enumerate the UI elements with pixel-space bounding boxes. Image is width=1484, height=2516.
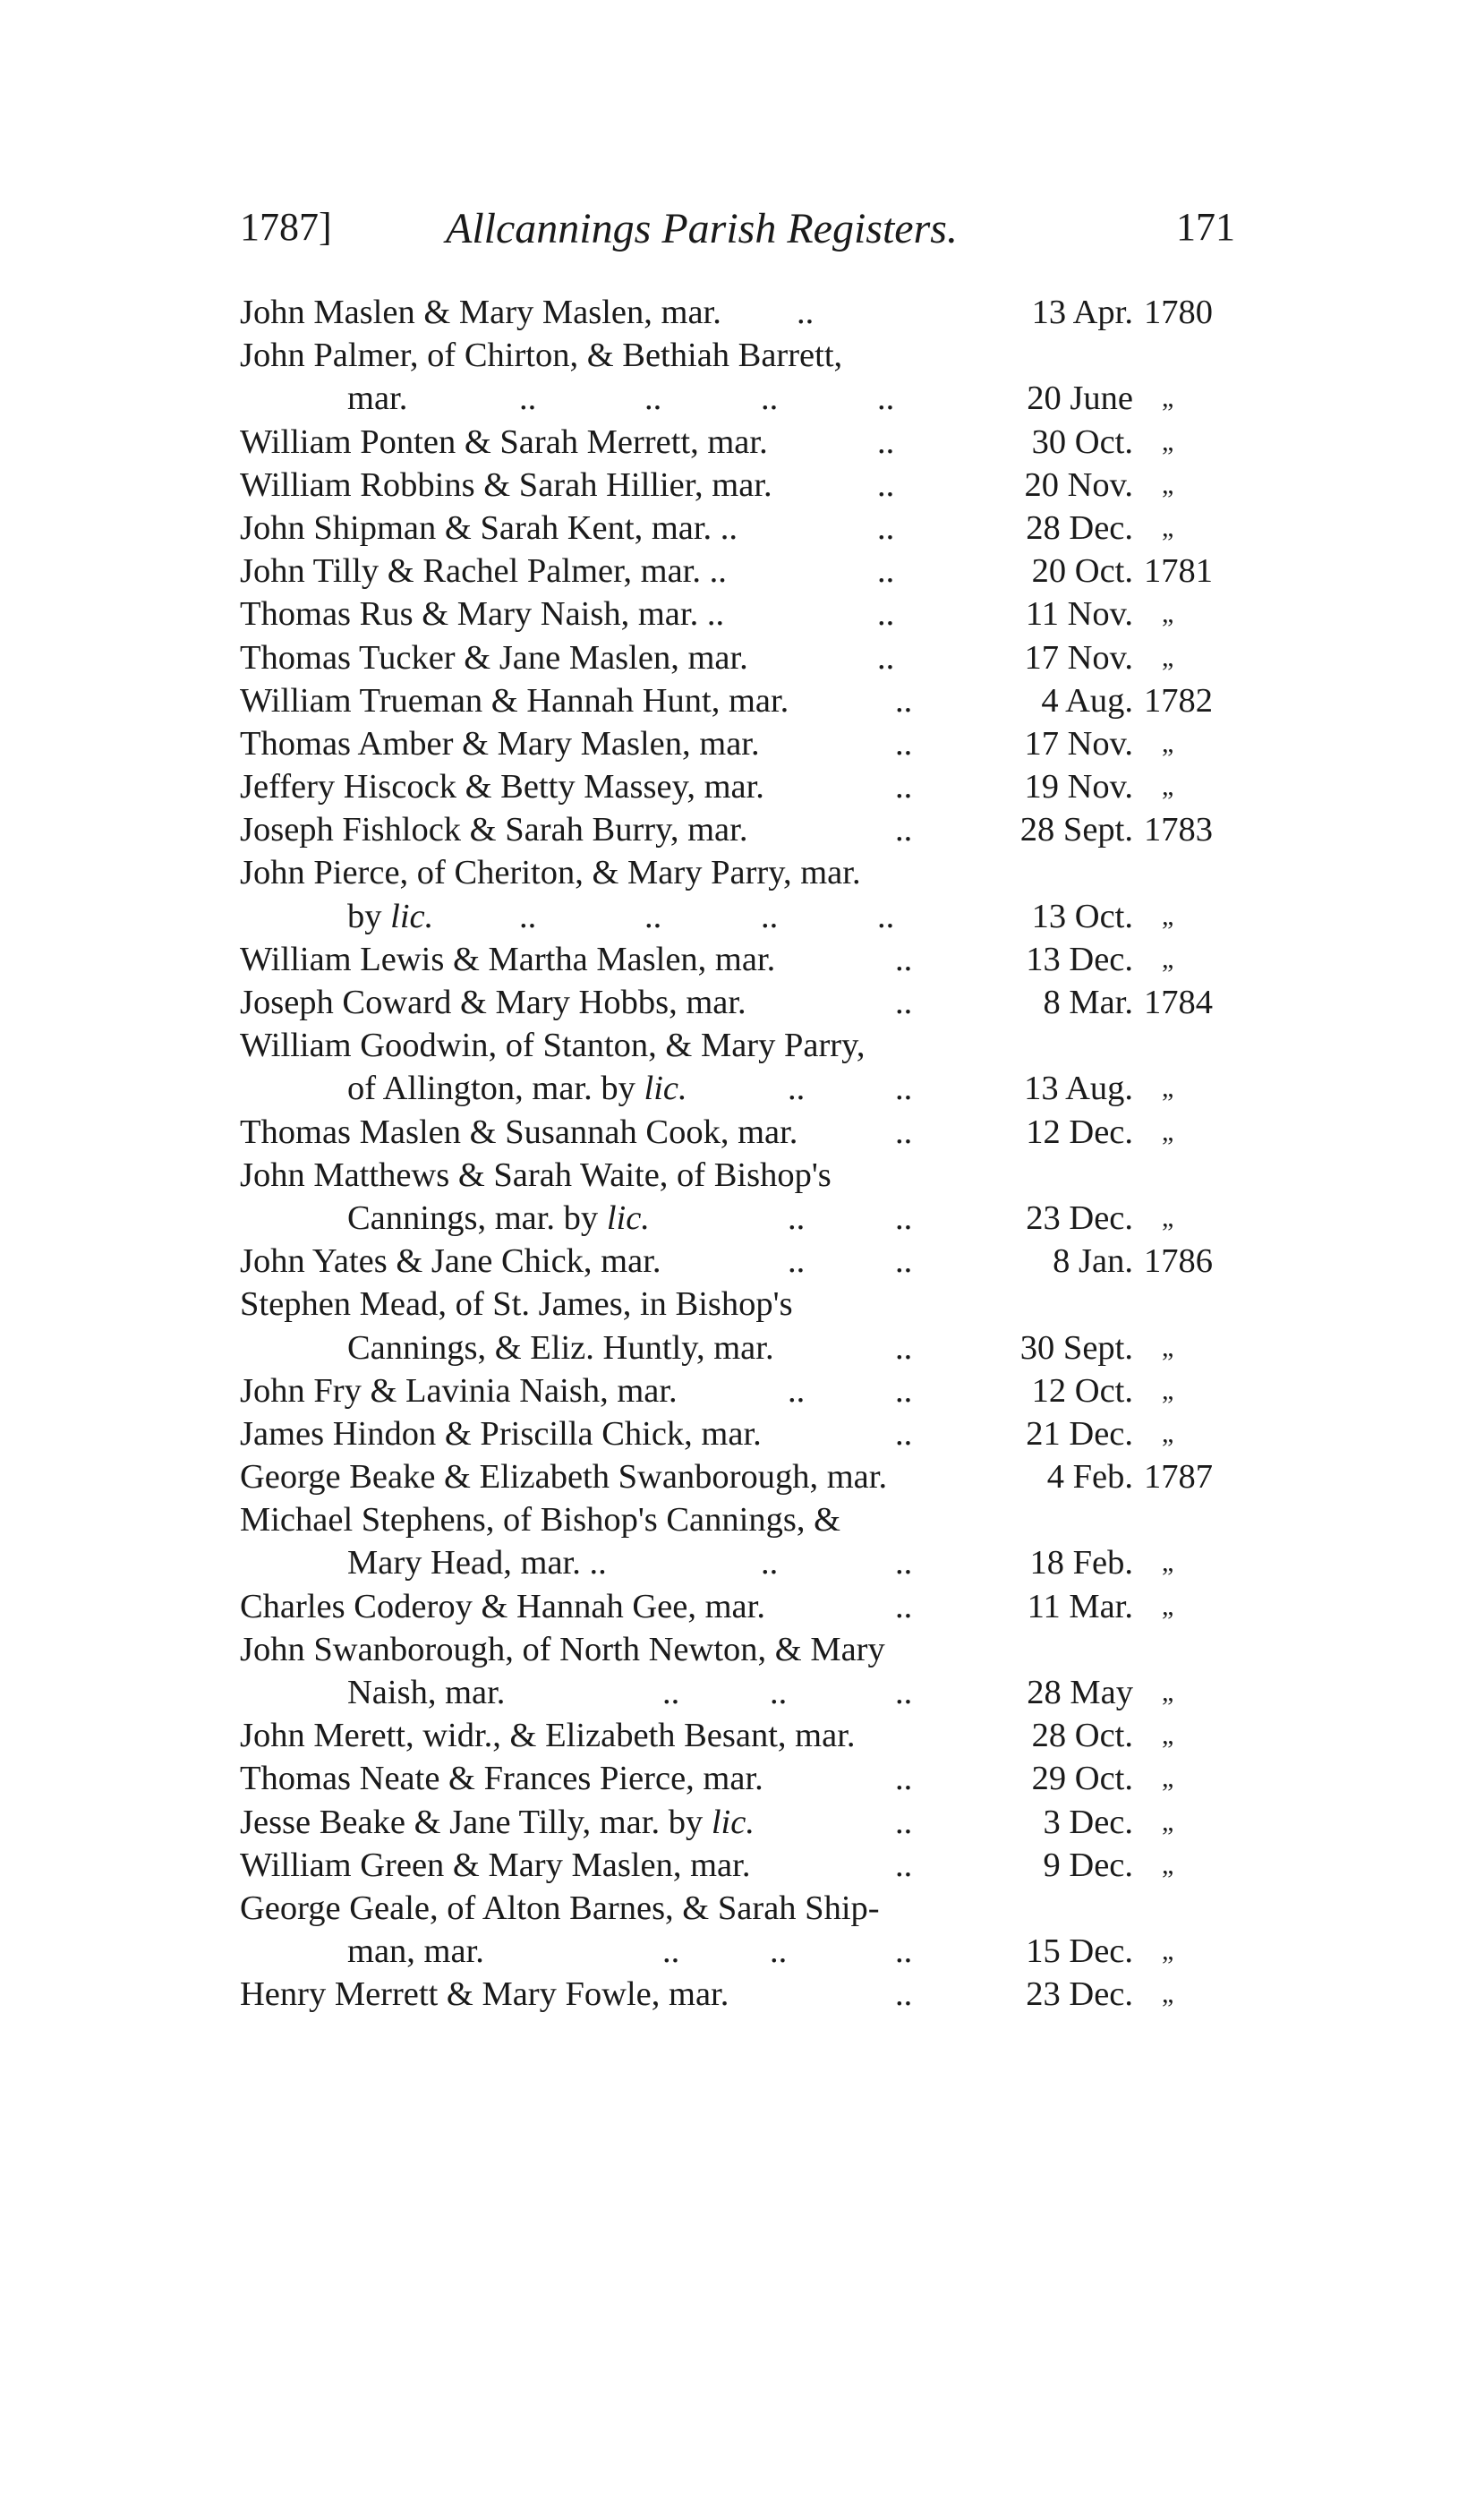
entry-date: 17 Nov. bbox=[1024, 724, 1133, 763]
register-line bbox=[240, 421, 1242, 464]
leader-dot: .. bbox=[895, 1932, 913, 1971]
leader-dot: .. bbox=[895, 1328, 913, 1367]
entry-text: George Beake & Elizabeth Swanborough, mar. bbox=[240, 1458, 888, 1497]
ditto-mark: „ bbox=[1162, 900, 1174, 931]
entry-text: Michael Stephens, of Bishop's Cannings, & bbox=[240, 1501, 841, 1539]
leader-dot: .. bbox=[761, 380, 779, 418]
register-line bbox=[240, 1283, 1242, 1326]
entry-date: 30 Oct. bbox=[1031, 422, 1133, 461]
leader-dots bbox=[240, 765, 992, 808]
entry-text: Thomas Amber & Mary Maslen, mar. bbox=[240, 724, 760, 763]
leader-dots bbox=[240, 679, 992, 722]
leader-dot: .. bbox=[644, 380, 662, 418]
leader-dot: .. bbox=[788, 1070, 806, 1108]
entry-text: mar. bbox=[347, 380, 408, 418]
leader-dot: .. bbox=[895, 681, 913, 720]
ditto-mark: „ bbox=[1162, 383, 1174, 414]
leader-dot: .. bbox=[895, 1070, 913, 1108]
entry-date: 13 Oct. bbox=[1031, 897, 1133, 935]
register-line bbox=[240, 765, 1242, 808]
entry-text: of Allington, mar. by lic. bbox=[347, 1070, 687, 1108]
entry-text: Joseph Coward & Mary Hobbs, mar. bbox=[240, 984, 746, 1021]
leader-dots bbox=[240, 593, 992, 635]
entry-date: 18 Feb. bbox=[1029, 1544, 1133, 1582]
entry-text: John Shipman & Sarah Kent, mar. .. bbox=[240, 508, 738, 547]
ditto-mark: „ bbox=[1162, 728, 1174, 758]
entry-text: Joseph Fishlock & Sarah Burry, mar. bbox=[240, 811, 748, 849]
register-line bbox=[240, 1887, 1242, 1930]
register-line bbox=[240, 1844, 1242, 1887]
register-line bbox=[240, 1154, 1242, 1197]
entry-date: 28 May bbox=[1027, 1674, 1133, 1711]
entry-text: John Yates & Jane Chick, mar. bbox=[240, 1242, 661, 1281]
leader-dot: .. bbox=[519, 380, 537, 418]
entry-year: 1787 bbox=[1144, 1458, 1213, 1497]
entry-text: Thomas Neate & Frances Pierce, mar. bbox=[240, 1760, 763, 1798]
entry-text: John Maslen & Mary Maslen, mar. bbox=[240, 294, 721, 331]
register-line bbox=[240, 895, 1242, 938]
ditto-mark: „ bbox=[1162, 1677, 1174, 1707]
entry-text: William Green & Mary Maslen, mar. bbox=[240, 1846, 751, 1884]
entry-date: 28 Sept. bbox=[1019, 811, 1133, 849]
entry-date: 3 Dec. bbox=[1043, 1803, 1133, 1841]
leader-dot: .. bbox=[770, 1932, 788, 1971]
entry-text: Henry Merrett & Mary Fowle, mar. bbox=[240, 1975, 729, 2014]
register-line bbox=[240, 722, 1242, 765]
entry-year: 1782 bbox=[1144, 681, 1213, 720]
entry-date: 4 Feb. bbox=[1046, 1458, 1133, 1497]
register-line bbox=[240, 334, 1242, 377]
leader-dots bbox=[240, 722, 992, 765]
leader-dots bbox=[240, 421, 992, 464]
leader-dots bbox=[240, 1067, 992, 1110]
register-line bbox=[240, 808, 1242, 851]
header-year: 1787] bbox=[240, 205, 332, 249]
register-line bbox=[240, 1930, 1242, 1973]
entry-date: 23 Dec. bbox=[1026, 1198, 1133, 1237]
ditto-mark: „ bbox=[1162, 1806, 1174, 1837]
header-title: Allcannings Parish Registers. bbox=[446, 205, 958, 252]
leader-dot: .. bbox=[895, 1846, 913, 1884]
ditto-mark: „ bbox=[1162, 1375, 1174, 1405]
entry-year: 1783 bbox=[1144, 811, 1213, 849]
entry-text: John Palmer, of Chirton, & Bethiah Barrett, bbox=[240, 337, 843, 375]
leader-dot: .. bbox=[895, 1587, 913, 1625]
leader-dots bbox=[240, 1111, 992, 1154]
ditto-mark: „ bbox=[1162, 1763, 1174, 1794]
entry-text: Naish, mar. bbox=[347, 1674, 506, 1711]
entry-text: John Merett, widr., & Elizabeth Besant, mar. bbox=[240, 1717, 856, 1755]
leader-dots bbox=[240, 1541, 992, 1584]
ditto-mark: „ bbox=[1162, 599, 1174, 629]
leader-dot: .. bbox=[895, 811, 913, 849]
register-line bbox=[240, 550, 1242, 593]
register-line bbox=[240, 1369, 1242, 1412]
leader-dot: .. bbox=[877, 552, 895, 591]
ditto-mark: „ bbox=[1162, 943, 1174, 974]
ditto-mark: „ bbox=[1162, 1202, 1174, 1232]
register-line bbox=[240, 1628, 1242, 1671]
entry-text: George Geale, of Alton Barnes, & Sarah Ship- bbox=[240, 1889, 880, 1927]
register-line bbox=[240, 938, 1242, 981]
register-line bbox=[240, 1498, 1242, 1541]
register-entries bbox=[240, 291, 1242, 2017]
entry-date: 8 Mar. bbox=[1043, 984, 1133, 1021]
leader-dot: .. bbox=[895, 1113, 913, 1151]
leader-dot: .. bbox=[895, 940, 913, 978]
leader-dot: .. bbox=[877, 638, 895, 677]
leader-dots bbox=[240, 938, 992, 981]
leader-dot: .. bbox=[788, 1371, 806, 1410]
leader-dot: .. bbox=[761, 1544, 779, 1582]
leader-dot: .. bbox=[797, 294, 814, 331]
leader-dot: .. bbox=[895, 1242, 913, 1281]
entry-date: 20 Nov. bbox=[1024, 465, 1133, 504]
entry-text: Jesse Beake & Jane Tilly, mar. by lic. bbox=[240, 1803, 755, 1841]
leader-dots bbox=[240, 1369, 992, 1412]
leader-dots bbox=[240, 808, 992, 851]
entry-date: 23 Dec. bbox=[1026, 1975, 1133, 2014]
entry-text: man, mar. bbox=[347, 1932, 484, 1971]
register-line bbox=[240, 1714, 1242, 1757]
register-line bbox=[240, 1671, 1242, 1714]
entry-text: Stephen Mead, of St. James, in Bishop's bbox=[240, 1285, 793, 1324]
ditto-mark: „ bbox=[1162, 512, 1174, 542]
entry-date: 19 Nov. bbox=[1024, 768, 1133, 806]
leader-dot: .. bbox=[770, 1674, 788, 1711]
ditto-mark: „ bbox=[1162, 1979, 1174, 2009]
register-line bbox=[240, 1111, 1242, 1154]
register-line bbox=[240, 1024, 1242, 1067]
entry-date: 12 Dec. bbox=[1026, 1113, 1133, 1151]
entry-text: Thomas Tucker & Jane Maslen, mar. bbox=[240, 638, 748, 677]
entry-date: 9 Dec. bbox=[1043, 1846, 1133, 1884]
leader-dots bbox=[240, 507, 992, 550]
entry-year: 1784 bbox=[1144, 984, 1213, 1021]
leader-dots bbox=[240, 377, 992, 420]
ditto-mark: „ bbox=[1162, 1849, 1174, 1880]
leader-dot: .. bbox=[788, 1198, 806, 1237]
leader-dots bbox=[240, 1844, 992, 1887]
leader-dot: .. bbox=[877, 897, 895, 935]
register-line bbox=[240, 1412, 1242, 1455]
register-line bbox=[240, 464, 1242, 507]
entry-date: 28 Oct. bbox=[1031, 1717, 1133, 1755]
entry-date: 20 Oct. bbox=[1031, 552, 1133, 591]
entry-text: James Hindon & Priscilla Chick, mar. bbox=[240, 1414, 762, 1453]
register-line bbox=[240, 1067, 1242, 1110]
leader-dots bbox=[240, 1326, 992, 1369]
entry-date: 12 Oct. bbox=[1031, 1371, 1133, 1410]
ditto-mark: „ bbox=[1162, 1116, 1174, 1147]
leader-dot: .. bbox=[761, 897, 779, 935]
entry-date: 30 Sept. bbox=[1019, 1328, 1133, 1367]
ditto-mark: „ bbox=[1162, 1073, 1174, 1104]
entry-text: John Swanborough, of North Newton, & Mary bbox=[240, 1630, 885, 1668]
entry-date: 13 Aug. bbox=[1024, 1070, 1133, 1108]
leader-dots bbox=[240, 1757, 992, 1800]
leader-dots bbox=[240, 1671, 992, 1714]
entry-date: 17 Nov. bbox=[1024, 638, 1133, 677]
leader-dots bbox=[240, 1412, 992, 1455]
leader-dot: .. bbox=[895, 724, 913, 763]
entry-text: Cannings, & Eliz. Huntly, mar. bbox=[347, 1328, 774, 1367]
entry-date: 11 Nov. bbox=[1025, 595, 1133, 634]
leader-dot: .. bbox=[895, 1414, 913, 1453]
entry-text: Thomas Maslen & Susannah Cook, mar. bbox=[240, 1113, 798, 1151]
entry-text: Thomas Rus & Mary Naish, mar. .. bbox=[240, 595, 725, 634]
ditto-mark: „ bbox=[1162, 1591, 1174, 1621]
register-line bbox=[240, 507, 1242, 550]
ditto-mark: „ bbox=[1162, 772, 1174, 802]
leader-dots bbox=[240, 291, 992, 334]
entry-date: 4 Aug. bbox=[1041, 681, 1133, 720]
leader-dot: .. bbox=[877, 380, 895, 418]
leader-dot: .. bbox=[895, 768, 913, 806]
entry-date: 29 Oct. bbox=[1031, 1760, 1133, 1798]
entry-text: John Pierce, of Cheriton, & Mary Parry, mar. bbox=[240, 854, 861, 892]
ditto-mark: „ bbox=[1162, 426, 1174, 456]
entry-date: 11 Mar. bbox=[1027, 1587, 1133, 1625]
leader-dots bbox=[240, 464, 992, 507]
leader-dot: .. bbox=[895, 1803, 913, 1841]
entry-date: 13 Apr. bbox=[1031, 294, 1133, 331]
ditto-mark: „ bbox=[1162, 1720, 1174, 1751]
register-line bbox=[240, 1326, 1242, 1369]
entry-text: Cannings, mar. by lic. bbox=[347, 1198, 650, 1237]
register-line bbox=[240, 1973, 1242, 2016]
ditto-mark: „ bbox=[1162, 1418, 1174, 1448]
entry-date: 13 Dec. bbox=[1026, 940, 1133, 978]
ditto-mark: „ bbox=[1162, 1936, 1174, 1966]
register-line bbox=[240, 1197, 1242, 1240]
ditto-mark: „ bbox=[1162, 642, 1174, 672]
entry-text: Mary Head, mar. .. bbox=[347, 1544, 607, 1582]
leader-dot: .. bbox=[895, 1760, 913, 1798]
register-line bbox=[240, 679, 1242, 722]
entry-text: by lic. bbox=[347, 897, 434, 935]
leader-dot: .. bbox=[895, 1674, 913, 1711]
leader-dot: .. bbox=[788, 1242, 806, 1281]
leader-dots bbox=[240, 550, 992, 593]
entry-text: John Fry & Lavinia Naish, mar. bbox=[240, 1371, 678, 1410]
leader-dots bbox=[240, 1930, 992, 1973]
leader-dot: .. bbox=[895, 1198, 913, 1237]
leader-dot: .. bbox=[519, 897, 537, 935]
entry-text: William Ponten & Sarah Merrett, mar. bbox=[240, 422, 768, 461]
entry-year: 1780 bbox=[1144, 294, 1213, 331]
leader-dot: .. bbox=[644, 897, 662, 935]
leader-dots bbox=[240, 1973, 992, 2016]
entry-text: William Goodwin, of Stanton, & Mary Parry, bbox=[240, 1027, 866, 1065]
entry-text: William Lewis & Martha Maslen, mar. bbox=[240, 940, 776, 978]
leader-dot: .. bbox=[877, 422, 895, 461]
leader-dot: .. bbox=[662, 1674, 680, 1711]
leader-dots bbox=[240, 895, 992, 938]
entry-text: Charles Coderoy & Hannah Gee, mar. bbox=[240, 1587, 765, 1625]
ditto-mark: „ bbox=[1162, 469, 1174, 499]
register-line bbox=[240, 851, 1242, 894]
register-line bbox=[240, 981, 1242, 1024]
entry-text: Jeffery Hiscock & Betty Massey, mar. bbox=[240, 768, 764, 806]
register-line bbox=[240, 291, 1242, 334]
leader-dot: .. bbox=[877, 508, 895, 547]
register-line bbox=[240, 1585, 1242, 1628]
register-line bbox=[240, 593, 1242, 635]
leader-dot: .. bbox=[877, 595, 895, 634]
register-line bbox=[240, 1240, 1242, 1283]
register-line bbox=[240, 636, 1242, 679]
entry-date: 28 Dec. bbox=[1026, 508, 1133, 547]
ditto-mark: „ bbox=[1162, 1548, 1174, 1578]
entry-date: 21 Dec. bbox=[1026, 1414, 1133, 1453]
leader-dots bbox=[240, 1240, 992, 1283]
leader-dot: .. bbox=[895, 1371, 913, 1410]
leader-dot: .. bbox=[877, 465, 895, 504]
entry-text: John Matthews & Sarah Waite, of Bishop's bbox=[240, 1156, 832, 1194]
leader-dot: .. bbox=[895, 1975, 913, 2014]
page-number: 171 bbox=[1176, 205, 1235, 249]
running-header bbox=[240, 204, 1235, 258]
register-line bbox=[240, 1541, 1242, 1584]
entry-year: 1781 bbox=[1144, 552, 1213, 591]
leader-dots bbox=[240, 1197, 992, 1240]
leader-dot: .. bbox=[895, 984, 913, 1021]
leader-dot: .. bbox=[895, 1544, 913, 1582]
register-line bbox=[240, 377, 1242, 420]
register-line bbox=[240, 1801, 1242, 1844]
entry-text: John Tilly & Rachel Palmer, mar. .. bbox=[240, 552, 727, 591]
leader-dots bbox=[240, 1801, 992, 1844]
ditto-mark: „ bbox=[1162, 1332, 1174, 1362]
register-line bbox=[240, 1455, 1242, 1498]
entry-text: William Trueman & Hannah Hunt, mar. bbox=[240, 681, 789, 720]
entry-date: 20 June bbox=[1027, 380, 1133, 418]
entry-date: 15 Dec. bbox=[1026, 1932, 1133, 1971]
leader-dots bbox=[240, 981, 992, 1024]
entry-year: 1786 bbox=[1144, 1242, 1213, 1281]
leader-dots bbox=[240, 636, 992, 679]
leader-dots bbox=[240, 1585, 992, 1628]
entry-text: William Robbins & Sarah Hillier, mar. bbox=[240, 465, 772, 504]
register-line bbox=[240, 1757, 1242, 1800]
leader-dot: .. bbox=[662, 1932, 680, 1971]
entry-date: 8 Jan. bbox=[1053, 1242, 1133, 1281]
